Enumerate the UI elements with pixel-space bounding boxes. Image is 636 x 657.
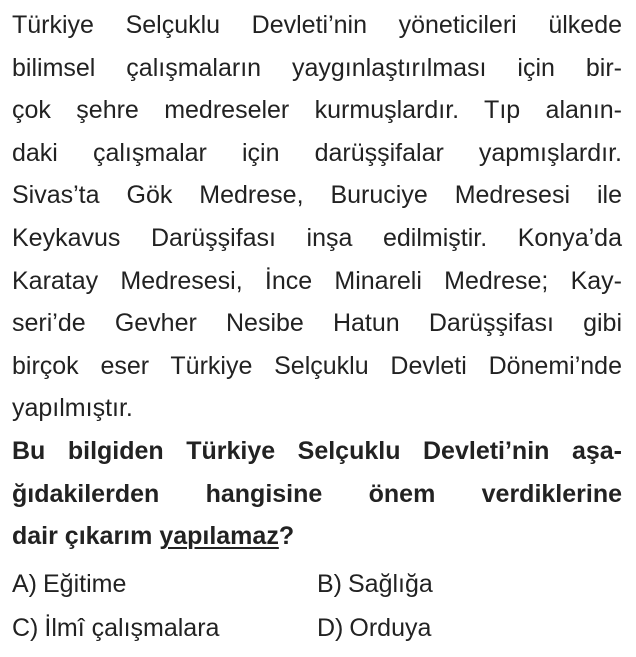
option-d-letter: D) <box>317 614 344 642</box>
passage-line-3: çok şehre medreseler kurmuşlardır. Tıp alanın- <box>12 96 622 125</box>
question-line-2: ğıdakilerden hangisine önem verdiklerine <box>12 479 622 508</box>
answer-options <box>12 562 622 650</box>
passage-line-5: Sivas’ta Gök Medrese, Buruciye Medresesi ile <box>12 181 622 210</box>
passage-line-7: Karatay Medresesi, İnce Minareli Medrese; Kay- <box>12 266 622 295</box>
option-b-text: Sağlığa <box>348 570 433 598</box>
passage-line-8: seri’de Gevher Nesibe Hatun Darüşşifası gibi <box>12 309 622 338</box>
question-emphasis: yapılamaz <box>159 522 279 551</box>
option-a-text: Eğitime <box>43 570 127 598</box>
option-c-letter: C) <box>12 614 39 642</box>
options-row-2 <box>12 606 622 650</box>
option-c[interactable] <box>12 606 219 650</box>
option-d-text: Orduya <box>349 614 432 642</box>
passage-line-9: birçok eser Türkiye Selçuklu Devleti Dönemi’nde <box>12 351 622 380</box>
passage-line-4: daki çalışmalar için darüşşifalar yapmışlardır. <box>12 138 622 167</box>
passage-line-10: yapılmıştır. <box>12 394 133 423</box>
passage-line-2: bilimsel çalışmaların yaygınlaştırılması için bir- <box>12 53 622 82</box>
option-c-text: İlmî çalışmalara <box>44 614 220 642</box>
question-line-3 <box>12 515 622 558</box>
option-d[interactable] <box>317 606 431 650</box>
question-line-3-suffix: ? <box>278 522 295 551</box>
question-line-3-prefix: dair çıkarım <box>12 522 160 551</box>
option-a-letter: A) <box>12 570 37 598</box>
question-stem <box>12 430 622 558</box>
passage-line-1: Türkiye Selçuklu Devleti’nin yöneticileri ülkede <box>12 11 622 39</box>
option-a[interactable] <box>12 562 126 606</box>
question-page <box>12 4 622 558</box>
question-line-1: Bu bilgiden Türkiye Selçuklu Devleti’nin aşa- <box>12 436 622 465</box>
option-b[interactable] <box>317 562 433 606</box>
option-b-letter: B) <box>317 570 342 598</box>
passage-text <box>12 4 622 430</box>
options-row-1 <box>12 562 622 606</box>
passage-line-6: Keykavus Darüşşifası inşa edilmiştir. Konya’da <box>12 223 622 252</box>
